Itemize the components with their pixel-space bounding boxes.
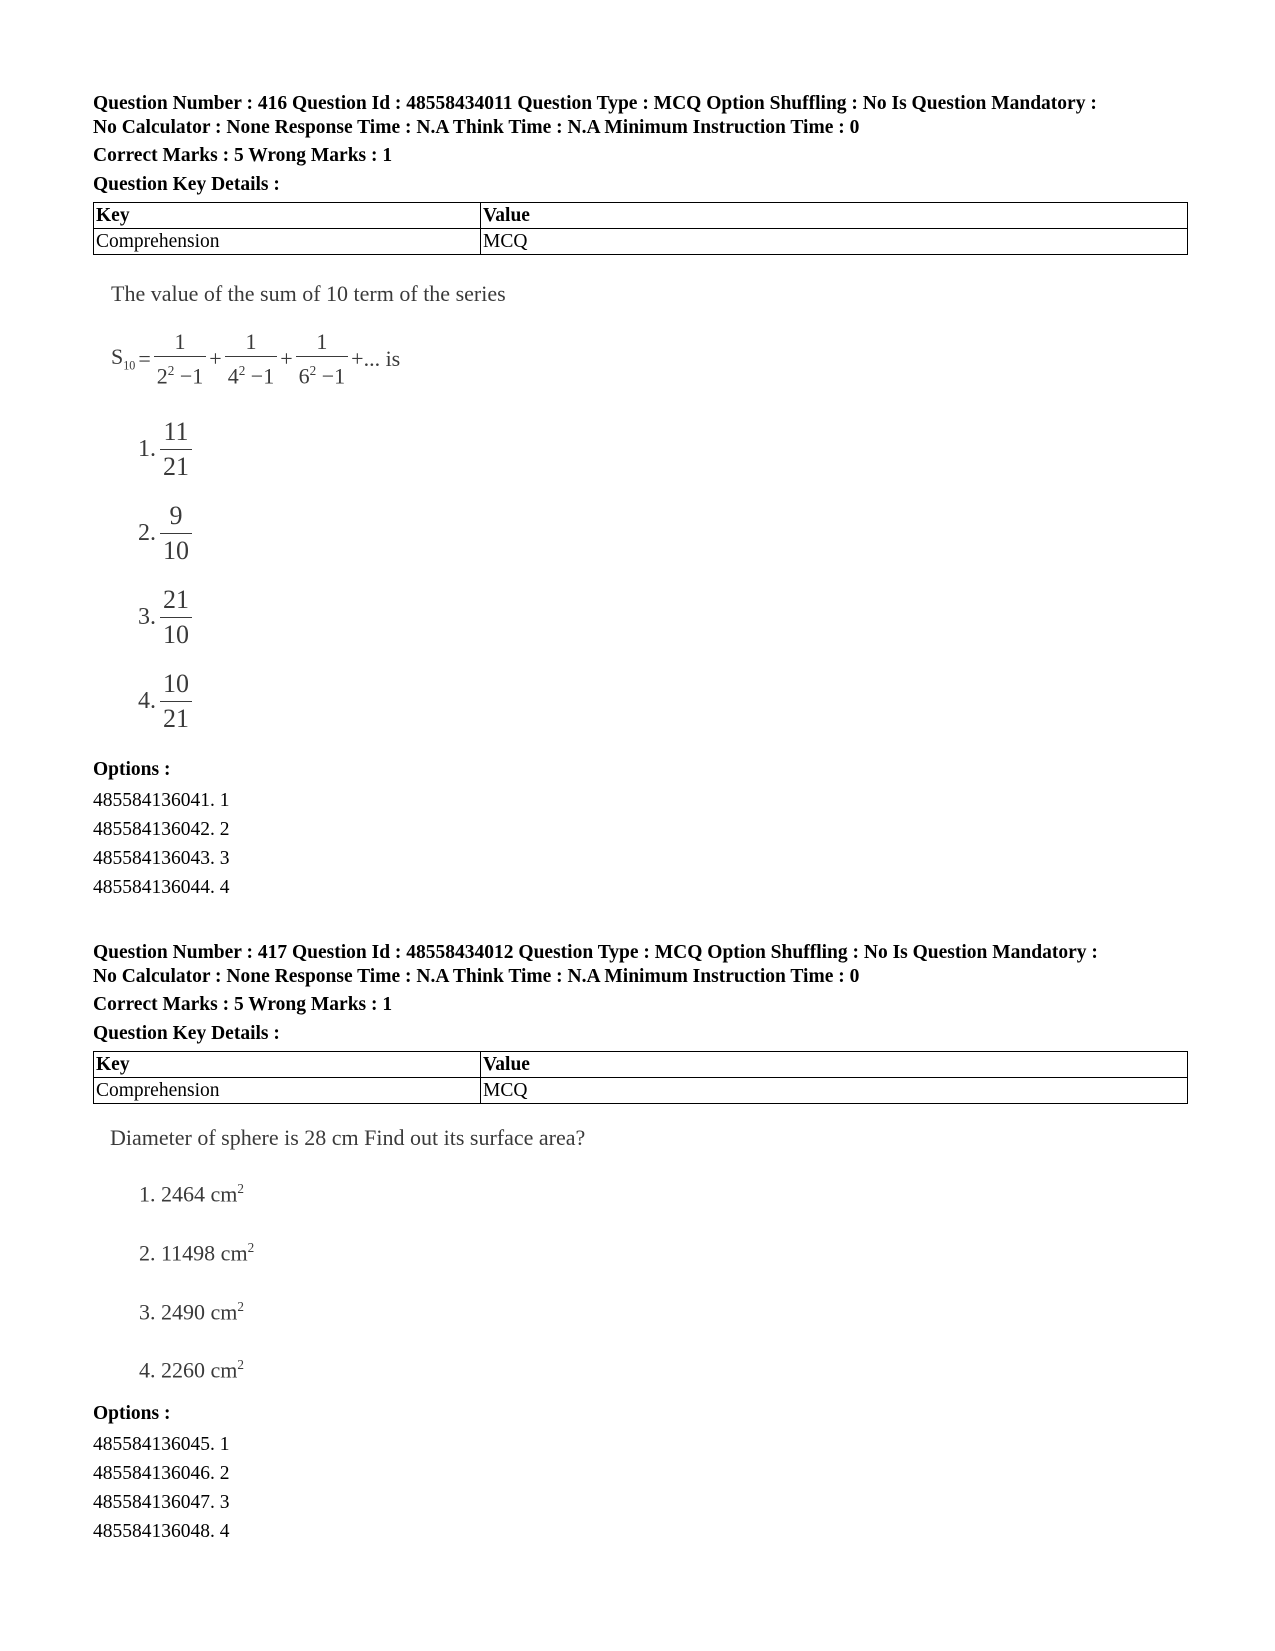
meta-line-2: No Calculator : None Response Time : N.A Think Time : N.A Minimum Instruction Time : 0 — [93, 966, 860, 987]
key-details-label: Question Key Details : — [93, 174, 280, 195]
key-details-table — [93, 1051, 1188, 1104]
cell-value: MCQ — [481, 1078, 1188, 1104]
option-id: 485584136045. 1 — [93, 1434, 230, 1455]
series-term-3: $\frac{1}{6^2 -1}$ — [296, 328, 349, 390]
answer-choice-2: 2. 11498 $cm^2$ — [139, 1240, 255, 1266]
table-row — [94, 1078, 1188, 1104]
table-header-row — [94, 203, 1188, 229]
meta-line-1: Question Number : 417 Question Id : 48558434012 Question Type : MCQ Option Shuffling : No Is Question Mandatory : — [93, 942, 1098, 963]
marks: Correct Marks : 5 Wrong Marks : 1 — [93, 994, 393, 1015]
series-formula: $S_{10}$ = $\frac{1}{2^2 -1}$ + $\frac{1}{4^2 -1}$ + $\frac{1}{6^2 -1}$ +... is — [111, 329, 401, 389]
option-id: 485584136042. 2 — [93, 819, 230, 840]
series-term-1: $\frac{1}{2^2 -1}$ — [154, 328, 207, 390]
cell-key: Comprehension — [94, 1078, 481, 1104]
answer-choice-3: 3. 2490 $cm^2$ — [139, 1299, 244, 1325]
question-417-block — [93, 941, 1188, 1104]
table-header-row — [94, 1052, 1188, 1078]
cell-value: MCQ — [481, 229, 1188, 255]
answer-choice-4: 4. $\frac{10}{21}$ — [138, 667, 192, 736]
meta-line-1: Question Number : 416 Question Id : 48558434011 Question Type : MCQ Option Shuffling : No Is Question Mandatory : — [93, 93, 1097, 114]
options-block-416 — [93, 758, 1188, 902]
question-meta — [93, 92, 1188, 140]
series-tail: +... is — [351, 346, 401, 372]
header-value: Value — [481, 1052, 1188, 1078]
header-value: Value — [481, 203, 1188, 229]
question-meta — [93, 941, 1188, 989]
options-label: Options : — [93, 1403, 171, 1424]
answer-choice-1: 1. 2464 $cm^2$ — [139, 1181, 244, 1207]
option-id: 485584136044. 4 — [93, 877, 230, 898]
options-block-417 — [93, 1402, 1188, 1546]
series-term-2: $\frac{1}{4^2 -1}$ — [225, 328, 278, 390]
cell-key: Comprehension — [94, 229, 481, 255]
answer-choice-3: 3. $\frac{21}{10}$ — [138, 583, 192, 652]
series-lhs: $S_{10}$ — [111, 344, 136, 373]
answer-choice-1: 1. $\frac{11}{21}$ — [138, 415, 192, 484]
header-key: Key — [94, 203, 481, 229]
header-key: Key — [94, 1052, 481, 1078]
answer-choice-4: 4. 2260 $cm^2$ — [139, 1357, 244, 1383]
question-416-block — [93, 92, 1188, 255]
key-details-label: Question Key Details : — [93, 1023, 280, 1044]
option-id: 485584136047. 3 — [93, 1492, 230, 1513]
question-stem: Diameter of sphere is 28 cm Find out its surface area? — [110, 1125, 586, 1150]
option-id: 485584136041. 1 — [93, 790, 230, 811]
answer-choice-2: 2. $\frac{9}{10}$ — [138, 499, 192, 568]
question-stem: The value of the sum of 10 term of the series — [111, 281, 506, 306]
option-id: 485584136046. 2 — [93, 1463, 230, 1484]
option-id: 485584136048. 4 — [93, 1521, 230, 1542]
key-details-table — [93, 202, 1188, 255]
table-row — [94, 229, 1188, 255]
meta-line-2: No Calculator : None Response Time : N.A Think Time : N.A Minimum Instruction Time : 0 — [93, 117, 860, 138]
marks: Correct Marks : 5 Wrong Marks : 1 — [93, 145, 393, 166]
options-label: Options : — [93, 759, 171, 780]
option-id: 485584136043. 3 — [93, 848, 230, 869]
